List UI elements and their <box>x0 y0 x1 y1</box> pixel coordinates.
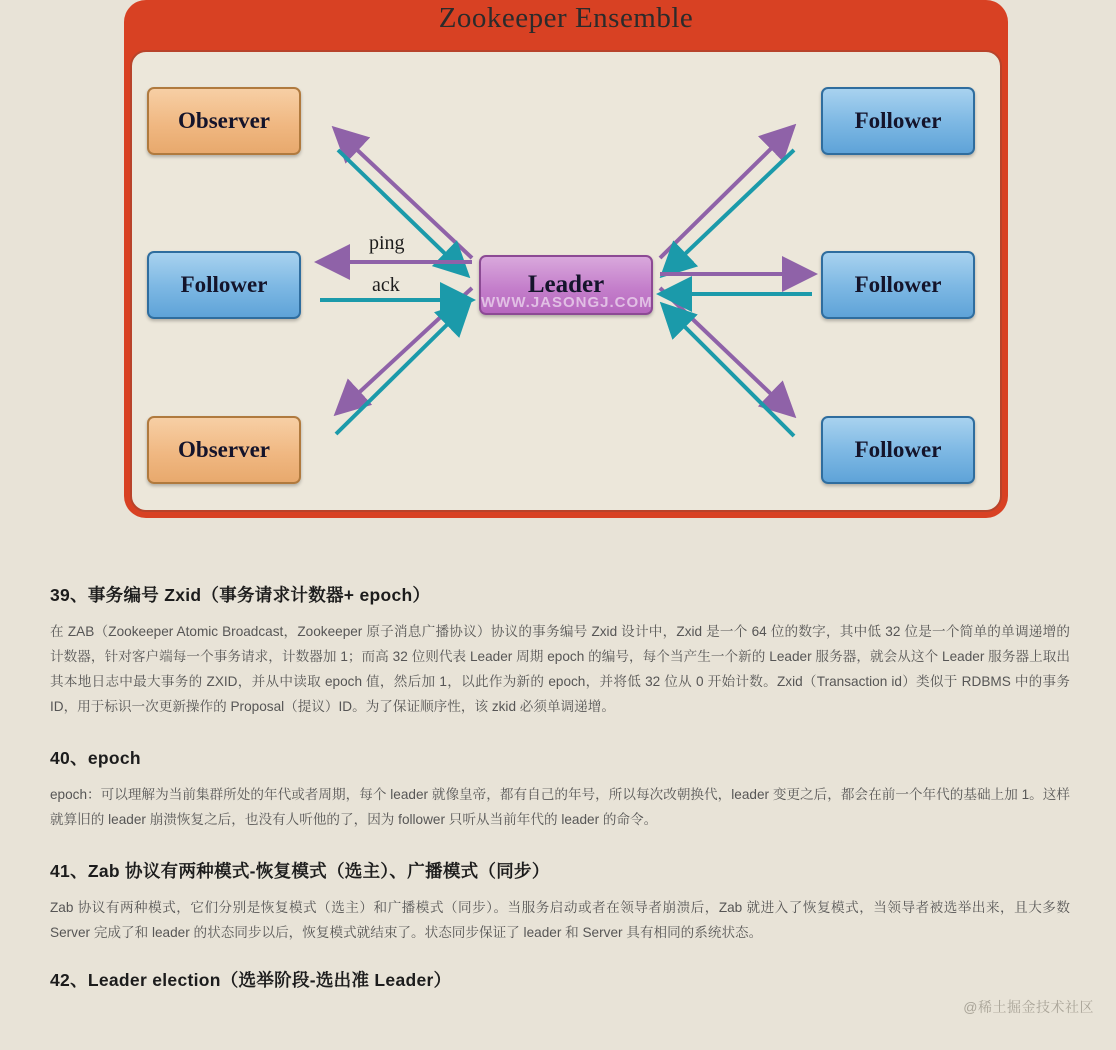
section-42 <box>50 967 1070 992</box>
edge-label-ack: ack <box>372 274 400 296</box>
page-watermark: @稀土掘金技术社区 <box>963 999 1094 1015</box>
node-follower-bottom-right: Follower <box>821 416 975 484</box>
section-42-heading: 42、Leader election（选举阶段-选出准 Leader） <box>50 970 452 990</box>
node-follower-left: Follower <box>147 251 301 319</box>
section-41-text: Zab 协议有两种模式，它们分别是恢复模式（选主）和广播模式（同步）。当服务启动或者在领导者崩溃后，Zab 就进入了恢复模式，当领导者被选举出来，且大多数 Server 完成了和 leader 的状态同步以后，恢复模式就结束了。状态同步保证了 leader 和 Server 具有相同的系统状态。 <box>50 900 1070 940</box>
section-39-heading: 39、事务编号 Zxid（事务请求计数器+ epoch） <box>50 585 431 605</box>
node-leader <box>479 255 653 315</box>
node-observer-top: Observer <box>147 87 301 155</box>
edge-label-ping: ping <box>369 232 405 254</box>
node-follower-top-right: Follower <box>821 87 975 155</box>
leader-watermark: WWW.JASONGJ.COM <box>481 294 653 311</box>
diagram-title: Zookeeper Ensemble <box>438 2 694 34</box>
section-40-text: epoch：可以理解为当前集群所处的年代或者周期，每个 leader 就像皇帝，都有自己的年号，所以每次改朝换代，leader 变更之后，都会在前一个年代的基础上加 1。这样就算旧的 leader 崩溃恢复之后，也没有人听他的了，因为 follower 只听从当前年代的 leader 的命令。 <box>50 787 1070 827</box>
section-39 <box>50 582 1070 719</box>
article-body <box>50 582 1070 1004</box>
section-41-heading: 41、Zab 协议有两种模式-恢复模式（选主）、广播模式（同步） <box>50 861 550 881</box>
node-leader-label: Leader <box>527 271 605 298</box>
section-39-text: 在 ZAB（Zookeeper Atomic Broadcast，Zookeeper 原子消息广播协议）协议的事务编号 Zxid 设计中，Zxid 是一个 64 位的数字，其中低 32 位是一个简单的单调递增的计数器，针对客户端每一个事务请求，计数器加 1；而高 32 位则代表 Leader 周期 epoch 的编号，每个当产生一个新的 Leader 服务器，就会从这个 Leader 服务器上取出其本地日志中最大事务的 ZXID，并从中读取 epoch 值，然后加 1，以此作为新的 epoch，并将低 32 位从 0 开始计数。Zxid（Transaction id）类似于 RDBMS 中的事务 ID，用于标识一次更新操作的 Proposal（提议）ID。为了保证顺序性，该 zkid 必须单调递增。 <box>50 624 1070 714</box>
node-observer-bottom: Observer <box>147 416 301 484</box>
zookeeper-ensemble-diagram <box>124 0 1008 518</box>
node-follower-mid-right: Follower <box>821 251 975 319</box>
section-41 <box>50 858 1070 945</box>
section-40-heading: 40、epoch <box>50 748 141 768</box>
section-40 <box>50 745 1070 832</box>
